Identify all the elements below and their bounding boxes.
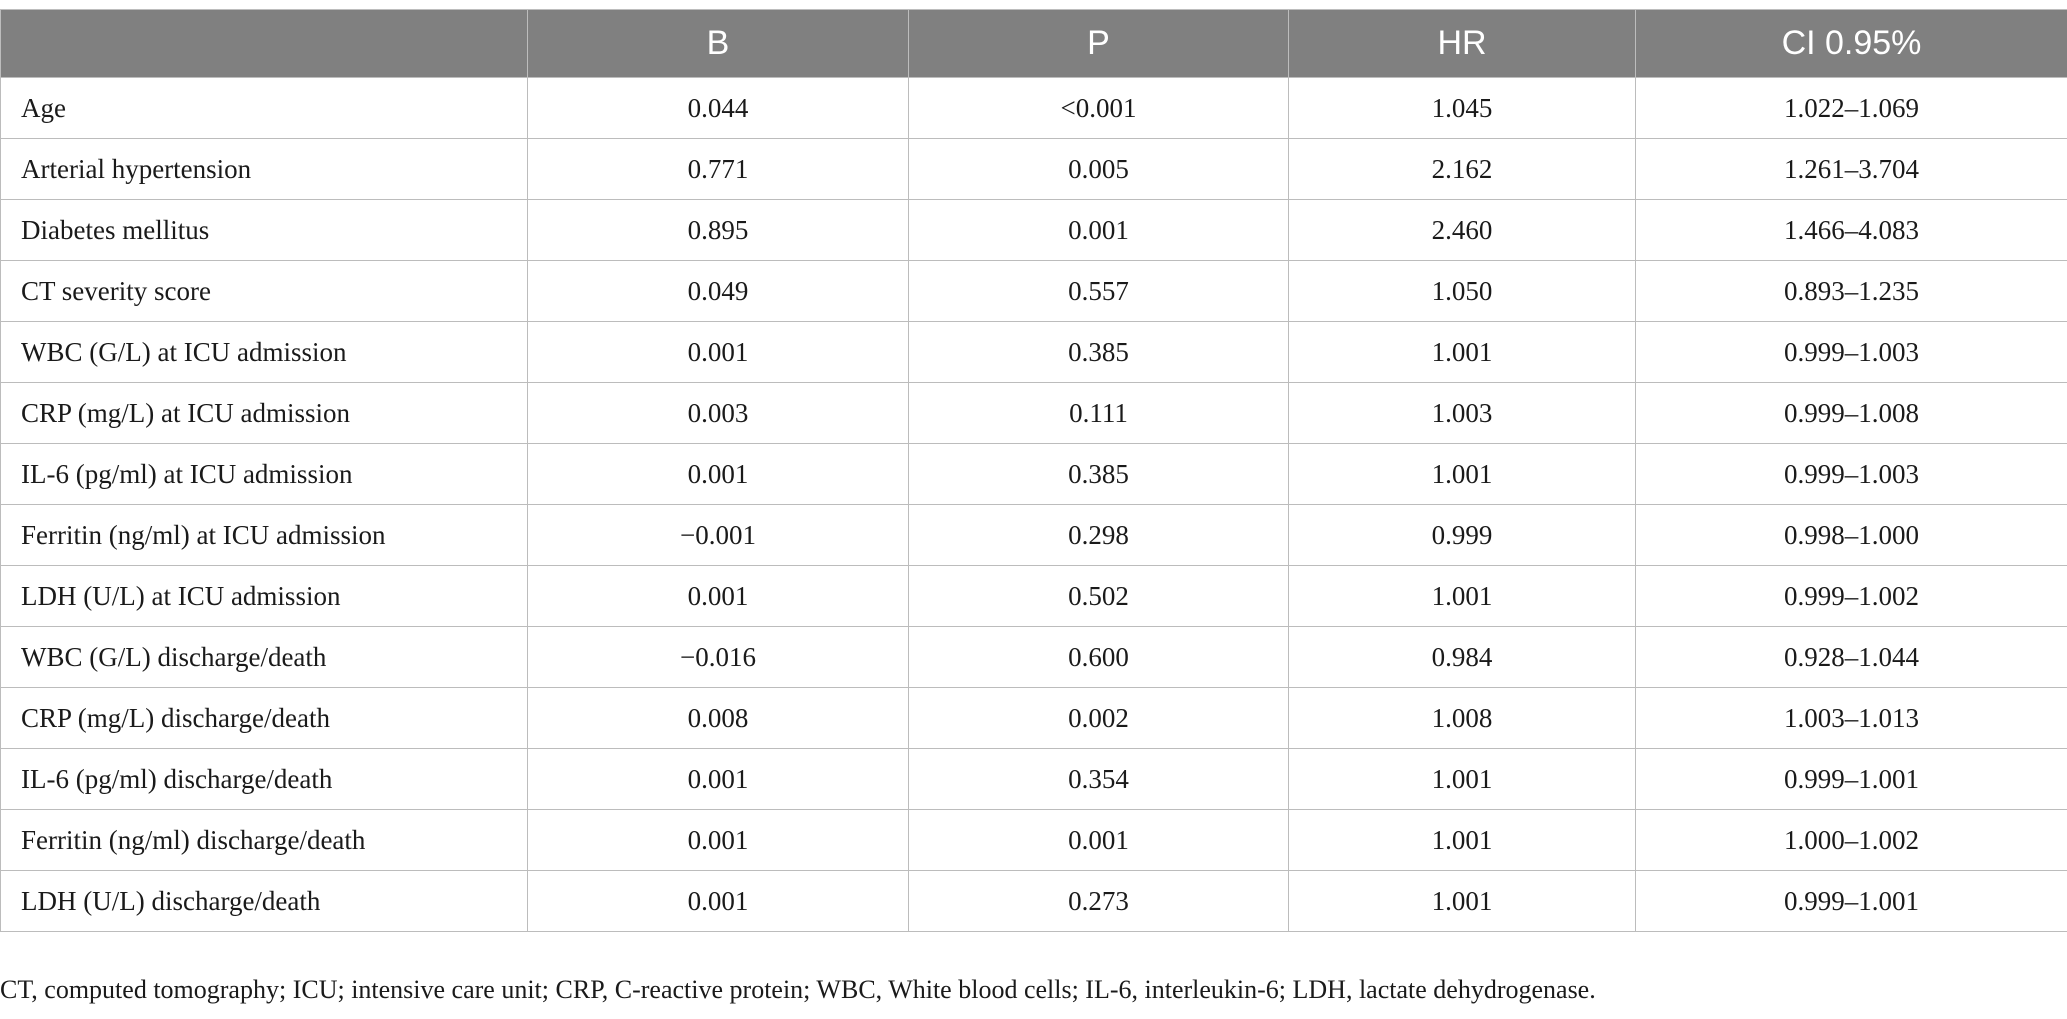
- cell-b: 0.001: [528, 810, 909, 871]
- cell-ci: 1.000–1.002: [1636, 810, 2067, 871]
- cell-ci: 1.003–1.013: [1636, 688, 2067, 749]
- cell-p: 0.005: [909, 139, 1289, 200]
- cell-hr: 2.460: [1289, 200, 1636, 261]
- cell-variable: Arterial hypertension: [1, 139, 528, 200]
- cell-ci: 0.999–1.003: [1636, 322, 2067, 383]
- cell-p: 0.273: [909, 871, 1289, 932]
- cell-hr: 1.001: [1289, 871, 1636, 932]
- cell-hr: 0.984: [1289, 627, 1636, 688]
- cell-hr: 1.001: [1289, 749, 1636, 810]
- cell-b: 0.044: [528, 78, 909, 139]
- results-table: [0, 9, 2067, 932]
- cell-p: 0.385: [909, 322, 1289, 383]
- cell-variable: Age: [1, 78, 528, 139]
- cell-p: 0.001: [909, 200, 1289, 261]
- cell-variable: CT severity score: [1, 261, 528, 322]
- cell-hr: 2.162: [1289, 139, 1636, 200]
- cell-b: 0.008: [528, 688, 909, 749]
- cell-hr: 1.001: [1289, 444, 1636, 505]
- cell-p: 0.600: [909, 627, 1289, 688]
- table-row: [1, 505, 2067, 566]
- cell-hr: 1.008: [1289, 688, 1636, 749]
- table-row: [1, 566, 2067, 627]
- table-row: [1, 200, 2067, 261]
- cell-b: 0.003: [528, 383, 909, 444]
- cell-b: 0.001: [528, 749, 909, 810]
- cell-b: 0.049: [528, 261, 909, 322]
- cell-variable: Diabetes mellitus: [1, 200, 528, 261]
- cell-b: −0.016: [528, 627, 909, 688]
- cell-p: 0.385: [909, 444, 1289, 505]
- cell-ci: 0.999–1.001: [1636, 871, 2067, 932]
- cell-hr: 1.045: [1289, 78, 1636, 139]
- cell-hr: 1.003: [1289, 383, 1636, 444]
- table-row: [1, 444, 2067, 505]
- table-row: [1, 627, 2067, 688]
- cell-ci: 0.928–1.044: [1636, 627, 2067, 688]
- cell-variable: WBC (G/L) at ICU admission: [1, 322, 528, 383]
- cell-b: 0.001: [528, 322, 909, 383]
- cell-ci: 0.999–1.002: [1636, 566, 2067, 627]
- cell-variable: LDH (U/L) at ICU admission: [1, 566, 528, 627]
- cell-variable: CRP (mg/L) discharge/death: [1, 688, 528, 749]
- table-row: [1, 322, 2067, 383]
- cell-variable: Ferritin (ng/ml) discharge/death: [1, 810, 528, 871]
- cell-p: 0.502: [909, 566, 1289, 627]
- cell-p: 0.001: [909, 810, 1289, 871]
- table-row: [1, 78, 2067, 139]
- cell-ci: 1.466–4.083: [1636, 200, 2067, 261]
- cell-variable: Ferritin (ng/ml) at ICU admission: [1, 505, 528, 566]
- cell-hr: 1.001: [1289, 566, 1636, 627]
- header-ci: CI 0.95%: [1636, 10, 2067, 78]
- header-b: B: [528, 10, 909, 78]
- table-row: [1, 261, 2067, 322]
- cell-hr: 1.050: [1289, 261, 1636, 322]
- cell-hr: 1.001: [1289, 322, 1636, 383]
- cell-b: 0.001: [528, 566, 909, 627]
- cell-variable: LDH (U/L) discharge/death: [1, 871, 528, 932]
- cell-b: −0.001: [528, 505, 909, 566]
- table-row: [1, 383, 2067, 444]
- cell-ci: 0.999–1.001: [1636, 749, 2067, 810]
- table-row: [1, 871, 2067, 932]
- cell-p: 0.002: [909, 688, 1289, 749]
- cell-variable: IL-6 (pg/ml) discharge/death: [1, 749, 528, 810]
- table-body: [1, 78, 2067, 932]
- cell-ci: 0.893–1.235: [1636, 261, 2067, 322]
- table-footnote: CT, computed tomography; ICU; intensive care unit; CRP, C-reactive protein; WBC, White blood cells; IL-6, interleukin-6; LDH, lactate dehydrogenase.: [0, 975, 1596, 1004]
- cell-hr: 1.001: [1289, 810, 1636, 871]
- results-table-container: [0, 9, 2067, 932]
- cell-ci: 1.022–1.069: [1636, 78, 2067, 139]
- cell-variable: CRP (mg/L) at ICU admission: [1, 383, 528, 444]
- cell-b: 0.895: [528, 200, 909, 261]
- cell-p: 0.298: [909, 505, 1289, 566]
- cell-variable: IL-6 (pg/ml) at ICU admission: [1, 444, 528, 505]
- cell-p: 0.557: [909, 261, 1289, 322]
- table-row: [1, 749, 2067, 810]
- table-row: [1, 688, 2067, 749]
- cell-ci: 0.999–1.008: [1636, 383, 2067, 444]
- cell-variable: WBC (G/L) discharge/death: [1, 627, 528, 688]
- cell-b: 0.001: [528, 871, 909, 932]
- cell-hr: 0.999: [1289, 505, 1636, 566]
- table-row: [1, 139, 2067, 200]
- header-hr: HR: [1289, 10, 1636, 78]
- cell-b: 0.771: [528, 139, 909, 200]
- cell-ci: 1.261–3.704: [1636, 139, 2067, 200]
- cell-ci: 0.999–1.003: [1636, 444, 2067, 505]
- cell-p: 0.354: [909, 749, 1289, 810]
- table-header-row: [1, 10, 2067, 78]
- table-row: [1, 810, 2067, 871]
- cell-b: 0.001: [528, 444, 909, 505]
- cell-p: 0.111: [909, 383, 1289, 444]
- cell-p: <0.001: [909, 78, 1289, 139]
- cell-ci: 0.998–1.000: [1636, 505, 2067, 566]
- header-p: P: [909, 10, 1289, 78]
- header-variable: [1, 10, 528, 78]
